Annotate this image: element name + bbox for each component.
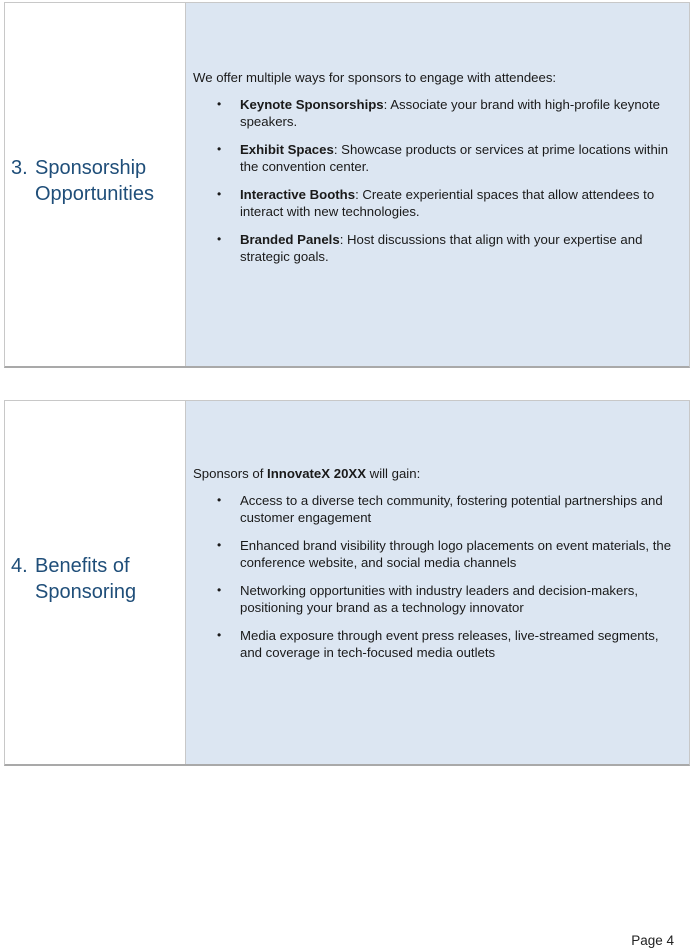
section-content <box>193 69 681 276</box>
item-text: Enhanced brand visibility through logo placements on event materials, the conference website, and social media channels <box>240 538 672 570</box>
list-item <box>193 231 681 265</box>
list-item <box>193 186 681 220</box>
section-heading-cell <box>5 3 186 366</box>
section-heading <box>11 553 181 605</box>
section-heading-cell <box>5 401 186 764</box>
list-item <box>193 582 681 616</box>
bullet-icon: • <box>217 628 222 642</box>
section-title: Benefits of Sponsoring <box>35 555 137 603</box>
item-bold-label: Keynote Sponsorships <box>240 97 384 112</box>
section-title: Sponsorship Opportunities <box>35 157 154 205</box>
section-content-cell <box>186 3 689 366</box>
section-heading <box>11 155 181 207</box>
bullet-list <box>193 96 681 265</box>
section-benefits-of-sponsoring <box>4 400 690 766</box>
section-number: 4. <box>11 555 28 577</box>
bullet-icon: • <box>217 493 222 507</box>
item-text: Access to a diverse tech community, fostering potential partnerships and customer engagement <box>240 493 663 525</box>
item-text: Networking opportunities with industry leaders and decision-makers, positioning your brand as a technology innovator <box>240 583 639 615</box>
item-text: : Associate your brand with high-profile keynote speakers. <box>240 97 660 129</box>
list-item <box>193 141 681 175</box>
bullet-icon: • <box>217 232 222 246</box>
list-item <box>193 492 681 526</box>
event-name: InnovateX 20XX <box>267 466 366 481</box>
bullet-icon: • <box>217 583 222 597</box>
intro-suffix: will gain: <box>366 466 421 481</box>
intro-text <box>193 465 681 482</box>
list-item <box>193 627 681 661</box>
section-content <box>193 465 681 672</box>
list-item <box>193 537 681 571</box>
item-bold-label: Branded Panels <box>240 232 340 247</box>
section-content-cell <box>186 401 689 764</box>
intro-prefix: Sponsors of <box>193 466 268 481</box>
item-text: Media exposure through event press releases, live-streamed segments, and coverage in tech-focused media outlets <box>240 628 659 660</box>
section-sponsorship-opportunities <box>4 2 690 368</box>
item-bold-label: Interactive Booths <box>240 187 356 202</box>
bullet-list <box>193 492 681 661</box>
intro-text: We offer multiple ways for sponsors to engage with attendees: <box>193 70 557 85</box>
item-text: : Create experiential spaces that allow attendees to interact with new technologies. <box>240 187 655 219</box>
list-item <box>193 96 681 130</box>
bullet-icon: • <box>217 97 222 111</box>
item-bold-label: Exhibit Spaces <box>240 142 334 157</box>
item-text: : Showcase products or services at prime locations within the convention center. <box>240 142 669 174</box>
bullet-icon: • <box>217 142 222 156</box>
item-text: : Host discussions that align with your expertise and strategic goals. <box>240 232 643 264</box>
section-number: 3. <box>11 157 28 179</box>
bullet-icon: • <box>217 187 222 201</box>
page-number: Page 4 <box>631 933 674 948</box>
bullet-icon: • <box>217 538 222 552</box>
